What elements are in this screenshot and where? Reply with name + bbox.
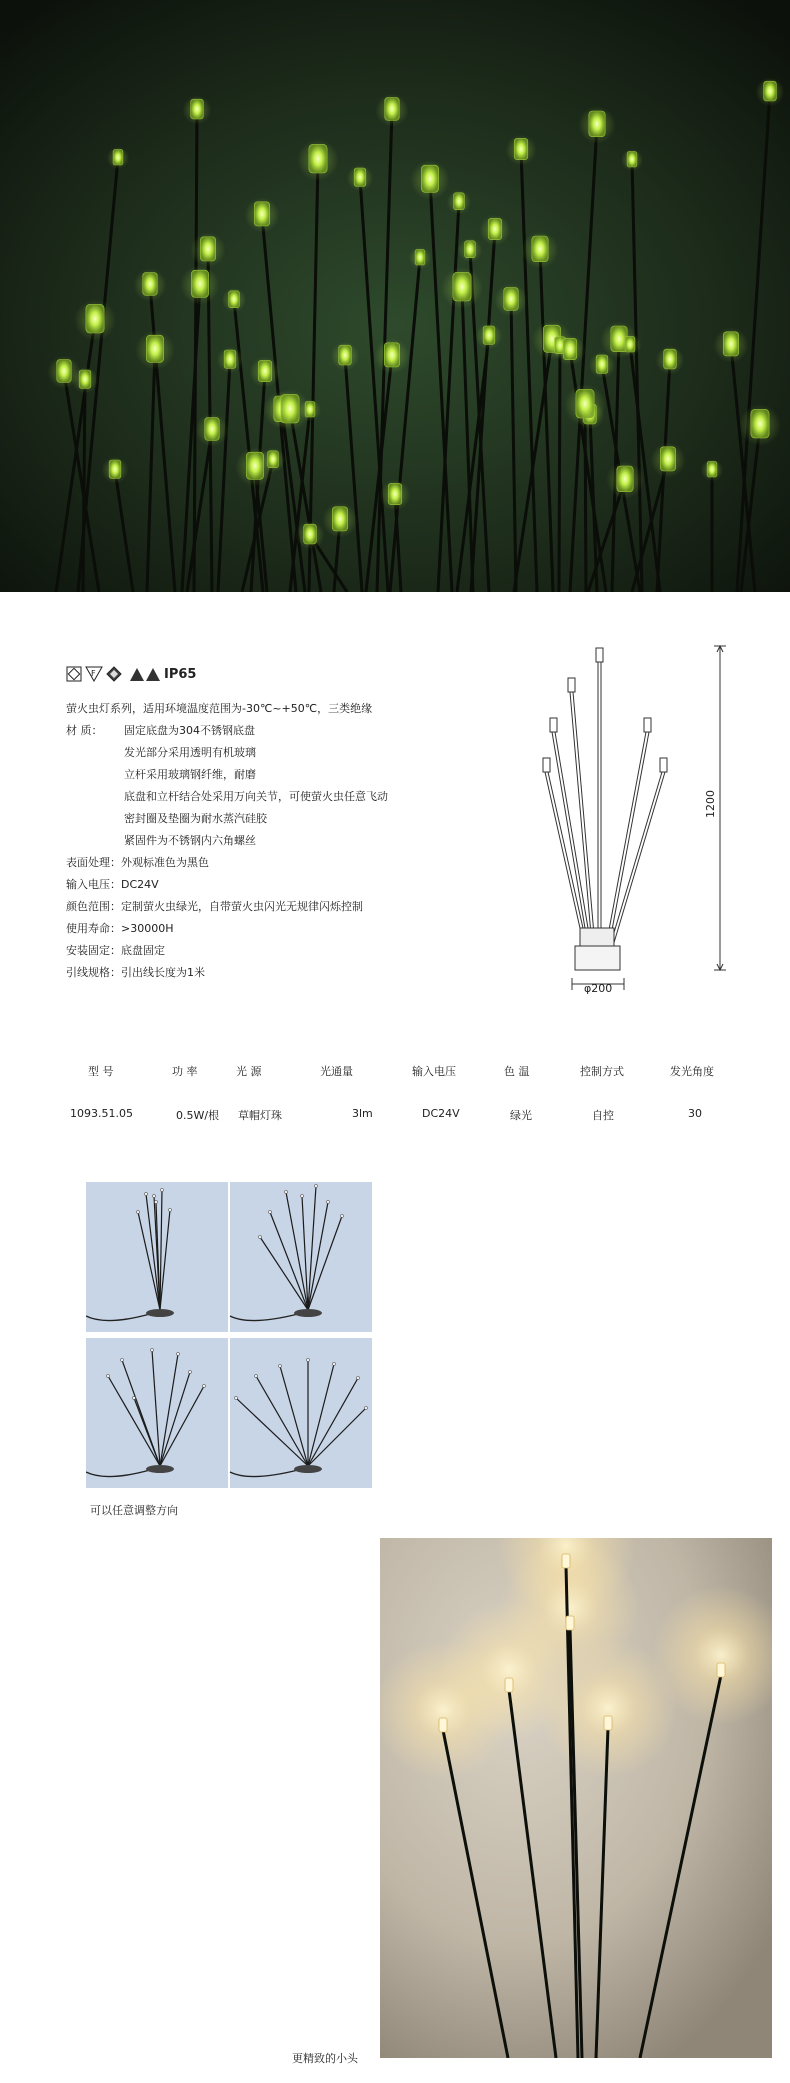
f-mark-icon: [86, 667, 102, 681]
table-header-source: 光 源: [236, 1065, 262, 1078]
firefly-lamp: [521, 231, 558, 268]
table-cell-control: 自控: [592, 1109, 614, 1122]
spec-material-line: 密封圈及垫圈为耐水蒸汽硅胶: [124, 812, 267, 825]
firefly-lamp: [102, 457, 129, 484]
spec-lifetime: 使用寿命：>30000H: [66, 922, 174, 935]
firefly-lamp: [261, 448, 286, 473]
firefly-lamp: [494, 283, 527, 316]
firefly-lamp: [183, 96, 212, 125]
firefly-lamp: [739, 404, 781, 446]
lamp-head: [604, 1716, 612, 1730]
spec-material-line: 发光部分采用透明有机玻璃: [124, 746, 256, 759]
firefly-lamp: [656, 346, 685, 375]
svg-text:F: F: [91, 669, 96, 678]
firefly-lamp: [756, 78, 785, 107]
hero-photo: [0, 0, 790, 592]
firefly-lamp: [133, 268, 166, 301]
adjustment-photo-upright: [86, 1182, 228, 1332]
firefly-lamp: [74, 299, 116, 341]
spec-cable: 引线规格：引出线长度为1米: [66, 966, 205, 979]
firefly-lamp: [650, 442, 685, 477]
firefly-lamp: [380, 480, 411, 511]
lamp-head: [566, 1616, 574, 1630]
firefly-lamp: [135, 330, 174, 369]
adjustment-photo-grid: [86, 1182, 372, 1488]
firefly-lamp: [195, 413, 228, 446]
closeup-photo: [380, 1538, 772, 2058]
height-dimension-label: 1200: [704, 790, 717, 818]
firefly-lamp: [331, 342, 360, 371]
firefly-lamp: [250, 357, 281, 388]
adjustment-photo-spread: [230, 1182, 372, 1332]
rod: [585, 405, 586, 592]
firefly-lamp: [297, 139, 339, 181]
certification-icons: [66, 666, 162, 682]
firefly-lamp: [458, 238, 483, 263]
table-cell-color-temp: 绿光: [510, 1109, 532, 1122]
lamp-head: [562, 1554, 570, 1568]
firefly-lamp: [322, 502, 357, 537]
lamp-head: [439, 1718, 447, 1732]
firefly-lamp: [107, 147, 129, 169]
table-cell-flux: 3lm: [352, 1107, 373, 1120]
firefly-lamp: [713, 327, 748, 362]
warning-triangle-icon: [130, 668, 160, 681]
table-header-flux: 光通量: [320, 1065, 353, 1078]
table-cell-beam-angle: 30: [688, 1107, 702, 1120]
spec-material-line: 立杆采用玻璃钢纤维，耐磨: [124, 768, 256, 781]
caption-adjust-direction: 可以任意调整方向: [90, 1504, 178, 1517]
spec-surface: 表面处理：外观标准色为黑色: [66, 856, 209, 869]
spec-material-line: 底盘和立杆结合处采用万向关节，可使萤火虫任意飞动: [124, 790, 388, 803]
adjustment-photo-wide-fan: [230, 1338, 372, 1488]
table-header-control: 控制方式: [580, 1065, 624, 1078]
firefly-lamp: [296, 521, 325, 550]
firefly-lamp: [621, 149, 643, 171]
firefly-lamp: [244, 197, 279, 232]
lamp-head: [717, 1663, 725, 1677]
table-cell-voltage: DC24V: [422, 1107, 460, 1120]
firefly-lamp: [480, 215, 511, 246]
lamp-head: [505, 1678, 513, 1692]
technical-drawing: [520, 640, 740, 1000]
firefly-lamp: [555, 335, 586, 366]
table-header-power: 功 率: [172, 1065, 198, 1078]
spec-intro: 萤火虫灯系列，适用环境温度范围为-30℃~+50℃，三类绝缘: [66, 702, 373, 715]
diamond-mark-icon: [107, 667, 121, 681]
firefly-lamp: [190, 232, 225, 267]
spec-install: 安装固定：底盘固定: [66, 944, 165, 957]
spec-material-line: 固定底盘为304不锈钢底盘: [124, 724, 255, 737]
table-header-beam-angle: 发光角度: [670, 1065, 714, 1078]
firefly-lamp: [447, 190, 472, 215]
spec-material-line: 紧固件为不锈钢内六角螺丝: [124, 834, 256, 847]
caption-fine-head: 更精致的小头: [292, 2052, 358, 2065]
firefly-lamp: [564, 384, 606, 426]
firefly-lamp: [506, 135, 537, 166]
firefly-lamp: [410, 160, 449, 199]
ip-rating: IP65: [164, 667, 197, 682]
firefly-lamp: [222, 288, 247, 313]
firefly-lamp: [347, 165, 374, 192]
firefly-lamp: [375, 93, 408, 126]
firefly-lamp: [180, 265, 219, 304]
firefly-lamp: [589, 352, 616, 379]
firefly-lamp: [441, 267, 483, 309]
firefly-lamp: [409, 247, 431, 269]
firefly-lamp: [701, 459, 723, 481]
rod: [559, 346, 560, 592]
firefly-lamp: [476, 323, 503, 350]
adjustment-photo-fan: [86, 1338, 228, 1488]
spec-voltage: 输入电压：DC24V: [66, 878, 159, 891]
table-cell-power: 0.5W/根: [176, 1109, 220, 1122]
double-insulation-icon: [67, 667, 81, 681]
diameter-dimension-label: φ200: [584, 982, 613, 995]
table-cell-model: 1093.51.05: [70, 1107, 133, 1120]
firefly-lamp: [217, 347, 244, 374]
firefly-lamp: [619, 334, 641, 356]
table-header-model: 型 号: [88, 1065, 114, 1078]
table-cell-source: 草帽灯珠: [238, 1109, 282, 1122]
table-header-voltage: 输入电压: [412, 1065, 456, 1078]
firefly-lamp: [47, 355, 80, 388]
firefly-lamp: [269, 389, 311, 431]
firefly-lamp: [606, 461, 643, 498]
spec-material-label: 材 质：: [66, 724, 103, 737]
firefly-lamp: [578, 106, 615, 143]
spec-color-range: 颜色范围：定制萤火虫绿光，自带萤火虫闪光无规律闪烁控制: [66, 900, 363, 913]
firefly-lamp: [374, 338, 409, 373]
table-header-color-temp: 色 温: [504, 1065, 530, 1078]
